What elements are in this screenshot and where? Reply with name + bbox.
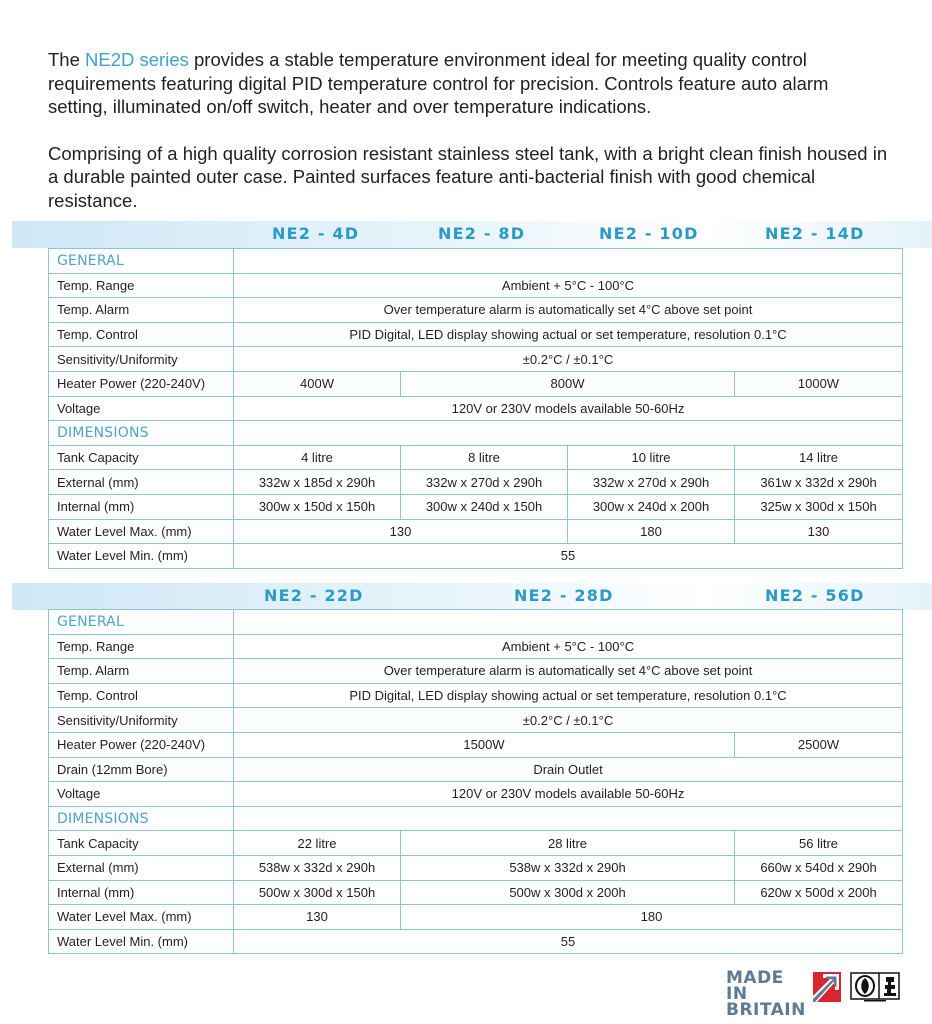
model-heading: NE2 - 4D — [272, 224, 360, 243]
model-header-band-1 — [12, 221, 932, 248]
row-label: Temp. Control — [49, 683, 234, 708]
row-label: External (mm) — [49, 470, 234, 495]
cell-value: 361w x 332d x 290h — [735, 470, 903, 495]
cell-value: 22 litre — [234, 831, 401, 856]
cell-value: 332w x 270d x 290h — [401, 470, 568, 495]
cell-value: 660w x 540d x 290h — [735, 855, 903, 880]
cell-value: 1000W — [735, 371, 903, 396]
table-row — [49, 683, 903, 708]
cell-value: 10 litre — [568, 445, 735, 470]
intro-paragraph-2: Comprising of a high quality corrosion resistant stainless steel tank, with a bright clean finish housed in a durable painted outer case. Painted surfaces feature anti-bacterial finish with good chemical resistance. — [48, 142, 888, 211]
table-row — [49, 298, 903, 323]
table-row — [49, 905, 903, 930]
union-flag-arrow-icon — [813, 972, 841, 1002]
cell-value: 120V or 230V models available 50-60Hz — [234, 396, 903, 421]
cell-value: 620w x 500d x 200h — [735, 880, 903, 905]
model-heading: NE2 - 56D — [765, 586, 865, 605]
row-label: Water Level Min. (mm) — [49, 929, 234, 954]
table-row — [49, 347, 903, 372]
cell-value: 300w x 240d x 150h — [401, 494, 568, 519]
table-row — [49, 544, 903, 569]
cell-value: 56 litre — [735, 831, 903, 856]
table-row — [49, 273, 903, 298]
cell-value: 130 — [234, 519, 568, 544]
section-label: DIMENSIONS — [49, 421, 234, 446]
cell-value: 400W — [234, 371, 401, 396]
row-label: Internal (mm) — [49, 880, 234, 905]
cell-value: 1500W — [234, 732, 735, 757]
table-row — [49, 708, 903, 733]
row-label: Sensitivity/Uniformity — [49, 708, 234, 733]
row-label: Temp. Control — [49, 322, 234, 347]
row-label: Water Level Max. (mm) — [49, 905, 234, 930]
cell-value: 300w x 150d x 150h — [234, 494, 401, 519]
intro-paragraph-1: The NE2D series provides a stable temperature environment ideal for meeting quality control requirements featuring digital PID temperature control for precision. Controls feature auto alarm setting, illuminated on/off switch, heater and over temperature indications. — [48, 49, 829, 117]
row-label: Drain (12mm Bore) — [49, 757, 234, 782]
row-label: Temp. Alarm — [49, 659, 234, 684]
table-row — [49, 634, 903, 659]
table-row — [49, 929, 903, 954]
cell-value: 180 — [568, 519, 735, 544]
cell-value: Over temperature alarm is automatically set 4°C above set point — [234, 659, 903, 684]
row-label: Water Level Min. (mm) — [49, 544, 234, 569]
row-label: Temp. Range — [49, 634, 234, 659]
section-label: DIMENSIONS — [49, 806, 234, 831]
row-label: Tank Capacity — [49, 445, 234, 470]
made-in-britain-logo: MADE IN BRITAIN — [726, 968, 806, 1020]
cell-value: 538w x 332d x 290h — [234, 855, 401, 880]
cell-value: 55 — [234, 929, 903, 954]
cell-value: 130 — [735, 519, 903, 544]
cell-value: PID Digital, LED display showing actual or set temperature, resolution 0.1°C — [234, 322, 903, 347]
cell-value: 28 litre — [401, 831, 735, 856]
cell-value: 130 — [234, 905, 401, 930]
table-row — [49, 519, 903, 544]
spec-table-small-models — [48, 248, 903, 569]
section-row-dimensions — [49, 806, 903, 831]
section-row-dimensions — [49, 421, 903, 446]
table-row — [49, 732, 903, 757]
cell-value: 500w x 300d x 150h — [234, 880, 401, 905]
table-row — [49, 782, 903, 807]
table-row — [49, 371, 903, 396]
model-heading: NE2 - 28D — [514, 586, 614, 605]
cell-value: ±0.2°C / ±0.1°C — [234, 347, 903, 372]
cell-value: PID Digital, LED display showing actual or set temperature, resolution 0.1°C — [234, 683, 903, 708]
spec-table-large-models — [48, 609, 903, 954]
section-row-general — [49, 610, 903, 635]
cell-value: 500w x 300d x 200h — [401, 880, 735, 905]
cell-value: 300w x 240d x 200h — [568, 494, 735, 519]
cell-value: 8 litre — [401, 445, 568, 470]
table-row — [49, 494, 903, 519]
row-label: Internal (mm) — [49, 494, 234, 519]
cell-value: 800W — [401, 371, 735, 396]
model-heading: NE2 - 22D — [264, 586, 364, 605]
cell-value: Over temperature alarm is automatically set 4°C above set point — [234, 298, 903, 323]
cell-value: 4 litre — [234, 445, 401, 470]
cell-value: 538w x 332d x 290h — [401, 855, 735, 880]
cell-value: Ambient + 5°C - 100°C — [234, 634, 903, 659]
row-label: Sensitivity/Uniformity — [49, 347, 234, 372]
row-label: Voltage — [49, 396, 234, 421]
cell-value: 2500W — [735, 732, 903, 757]
cell-value: 120V or 230V models available 50-60Hz — [234, 782, 903, 807]
row-label: Tank Capacity — [49, 831, 234, 856]
model-heading: NE2 - 14D — [765, 224, 865, 243]
cell-value: 332w x 185d x 290h — [234, 470, 401, 495]
cell-value: 14 litre — [735, 445, 903, 470]
row-label: Heater Power (220-240V) — [49, 732, 234, 757]
row-label: Temp. Alarm — [49, 298, 234, 323]
table-row — [49, 757, 903, 782]
certification-mark-icon — [850, 972, 900, 1002]
table-row — [49, 880, 903, 905]
cell-value: 180 — [401, 905, 903, 930]
row-label: Voltage — [49, 782, 234, 807]
cell-value: 325w x 300d x 150h — [735, 494, 903, 519]
section-label: GENERAL — [49, 610, 234, 635]
model-header-band-2 — [12, 583, 932, 610]
intro-text — [48, 48, 888, 235]
cell-value: ±0.2°C / ±0.1°C — [234, 708, 903, 733]
row-label: Temp. Range — [49, 273, 234, 298]
section-row-general — [49, 249, 903, 274]
table-row — [49, 470, 903, 495]
row-label: Heater Power (220-240V) — [49, 371, 234, 396]
model-heading: NE2 - 10D — [599, 224, 699, 243]
table-row — [49, 831, 903, 856]
cell-value: Drain Outlet — [234, 757, 903, 782]
table-row — [49, 855, 903, 880]
table-row — [49, 445, 903, 470]
table-row — [49, 322, 903, 347]
cell-value: 55 — [234, 544, 903, 569]
section-label: GENERAL — [49, 249, 234, 274]
series-name: NE2D series — [85, 49, 189, 70]
model-heading: NE2 - 8D — [438, 224, 526, 243]
cell-value: 332w x 270d x 290h — [568, 470, 735, 495]
row-label: Water Level Max. (mm) — [49, 519, 234, 544]
table-row — [49, 396, 903, 421]
cell-value: Ambient + 5°C - 100°C — [234, 273, 903, 298]
table-row — [49, 659, 903, 684]
row-label: External (mm) — [49, 855, 234, 880]
